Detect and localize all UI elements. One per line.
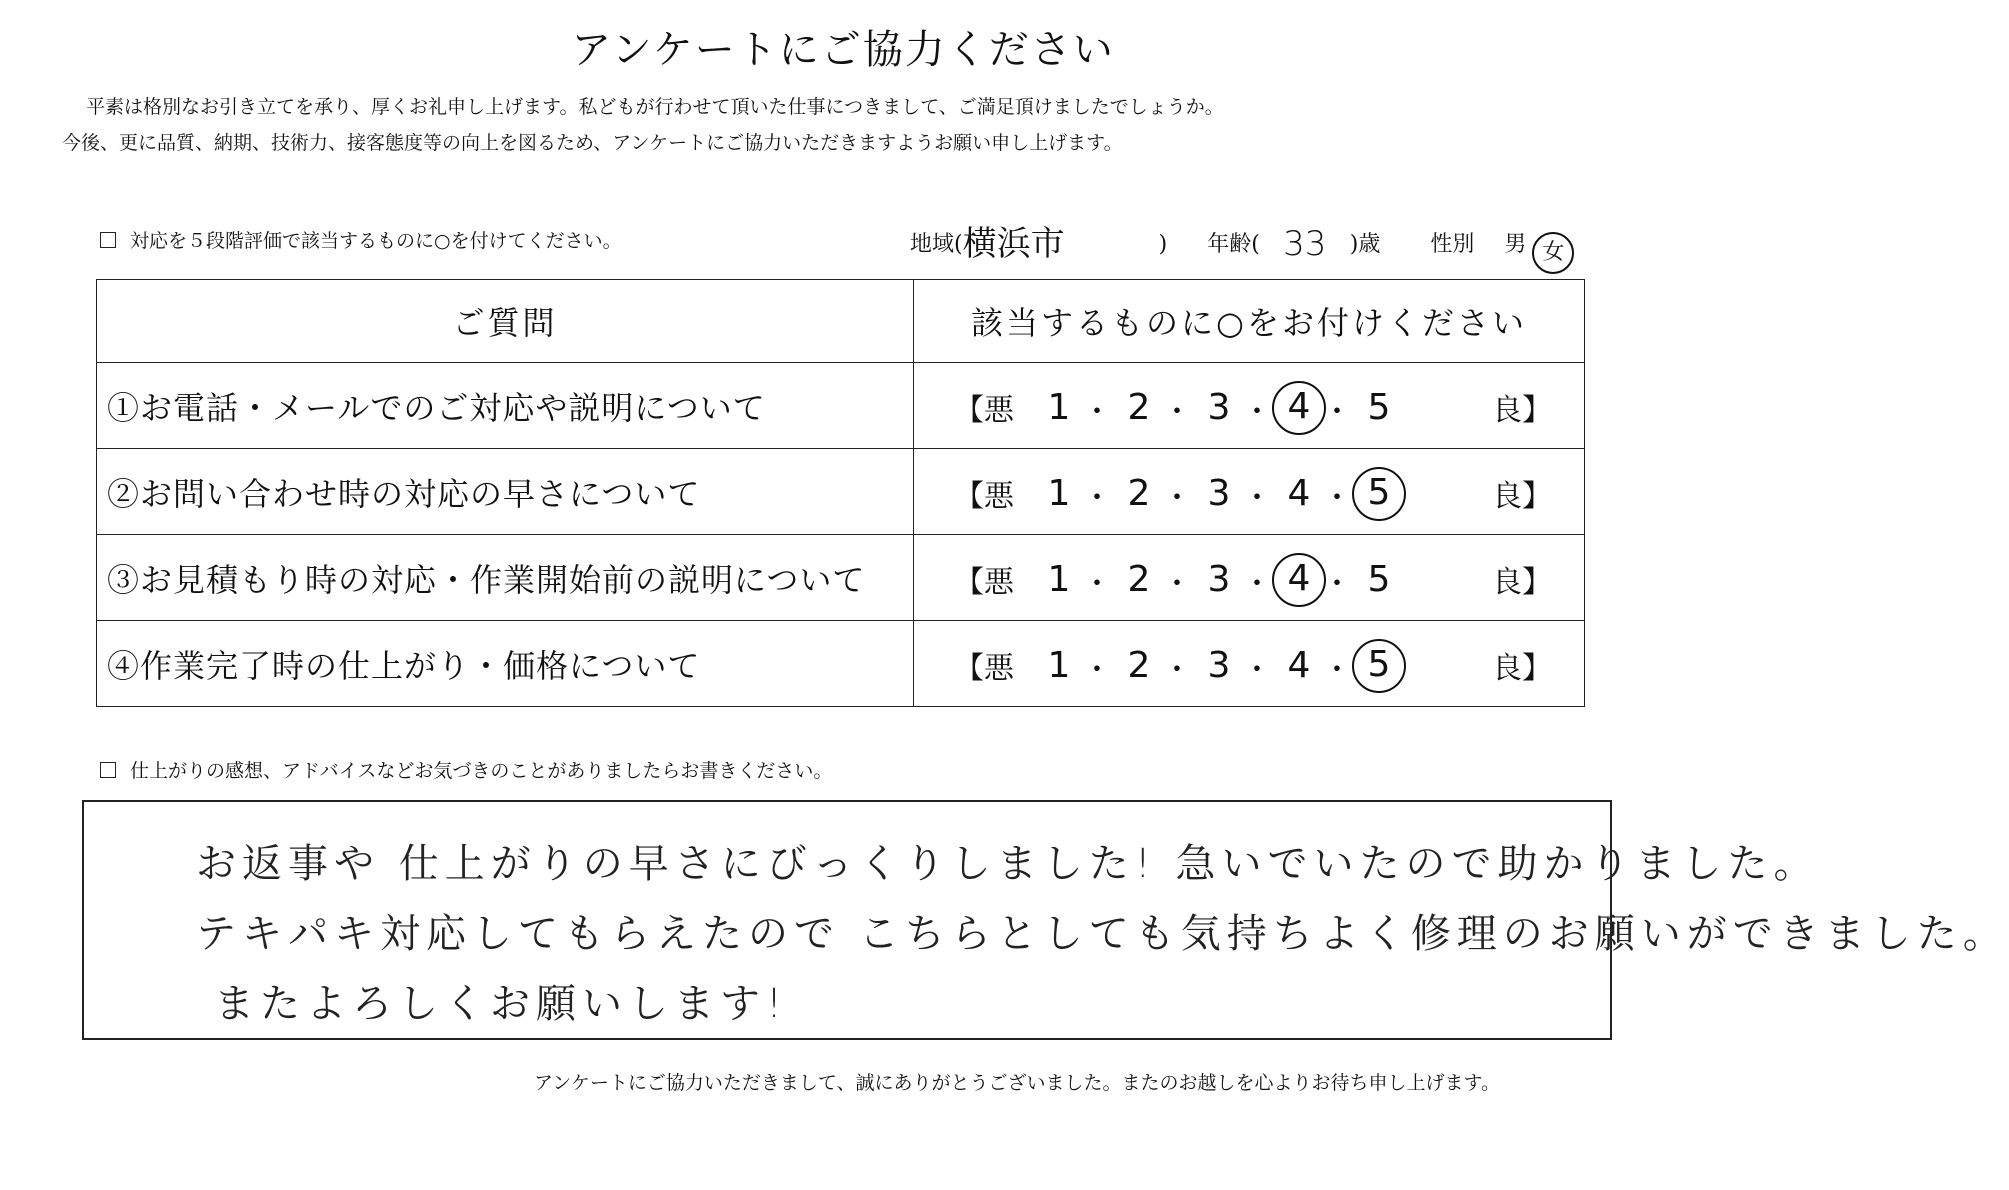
region-close: ) — [1158, 232, 1168, 257]
rating-option[interactable]: 3 — [1207, 559, 1231, 600]
bad-label: 【悪 — [954, 565, 1014, 600]
scale-separator: ・ — [1242, 481, 1272, 516]
header-question: ご質問 — [97, 280, 914, 363]
rating-option-selected[interactable]: 5 — [1352, 467, 1406, 521]
rating-option[interactable]: 3 — [1207, 645, 1231, 686]
scale-separator: ・ — [1242, 653, 1272, 688]
header-answer: 該当するものに○をお付けください — [914, 280, 1585, 363]
rating-option[interactable]: 1 — [1047, 387, 1071, 428]
rating-option[interactable]: 3 — [1207, 473, 1231, 514]
rating-scale — [914, 449, 1585, 535]
rating-option[interactable]: 4 — [1287, 645, 1311, 686]
question-cell: ③お見積もり時の対応・作業開始前の説明について — [97, 535, 914, 621]
rating-option-selected[interactable]: 5 — [1352, 639, 1406, 693]
region-value: 横浜市 — [962, 224, 1065, 264]
rating-option[interactable]: 2 — [1127, 559, 1151, 600]
good-label: 良】 — [1492, 479, 1552, 514]
scale-separator: ・ — [1322, 395, 1352, 430]
rating-option[interactable]: 5 — [1367, 387, 1391, 428]
question-cell: ①お電話・メールでのご対応や説明について — [97, 363, 914, 449]
rating-option[interactable]: 2 — [1127, 387, 1151, 428]
scale-separator: ・ — [1242, 567, 1272, 602]
intro-line-2: 今後、更に品質、納期、技術力、接客態度等の向上を図るため、アンケートにご協力いただきますようお願い申し上げます。 — [62, 132, 1123, 154]
rating-table — [96, 279, 1585, 707]
checkbox-icon — [100, 762, 116, 778]
rating-option[interactable]: 4 — [1287, 473, 1311, 514]
gender-male: 男 — [1504, 232, 1527, 257]
respondent-info — [910, 216, 1574, 274]
rating-section-label — [100, 226, 622, 253]
rating-option[interactable]: 2 — [1127, 473, 1151, 514]
rating-option[interactable]: 2 — [1127, 645, 1151, 686]
scale-separator: ・ — [1162, 567, 1192, 602]
table-row — [97, 449, 1585, 535]
rating-option-selected[interactable]: 4 — [1272, 381, 1326, 435]
good-label: 良】 — [1492, 565, 1552, 600]
rating-option[interactable]: 1 — [1047, 645, 1071, 686]
scale-separator: ・ — [1322, 481, 1352, 516]
intro-line-1: 平素は格別なお引き立てを承り、厚くお礼申し上げます。私どもが行わせて頂いた仕事につきまして、ご満足頂けましたでしょうか。 — [86, 96, 1224, 118]
comment-section-label — [100, 756, 832, 783]
comment-line-1: お返事や 仕上がりの早さにびっくりしました! 急いでいたので助かりました。 — [196, 841, 1820, 887]
rating-scale — [914, 535, 1585, 621]
scale-separator: ・ — [1322, 653, 1352, 688]
table-row — [97, 621, 1585, 707]
table-row — [97, 535, 1585, 621]
age-label: 年齢( — [1207, 232, 1260, 257]
scale-separator: ・ — [1242, 395, 1272, 430]
table-header-row — [97, 280, 1585, 363]
rating-option[interactable]: 5 — [1367, 559, 1391, 600]
good-label: 良】 — [1492, 393, 1552, 428]
question-cell: ②お問い合わせ時の対応の早さについて — [97, 449, 914, 535]
rating-option[interactable]: 3 — [1207, 387, 1231, 428]
scale-separator: ・ — [1162, 653, 1192, 688]
scale-separator: ・ — [1162, 481, 1192, 516]
scale-separator: ・ — [1322, 567, 1352, 602]
rating-option-selected[interactable]: 4 — [1272, 553, 1326, 607]
scale-separator: ・ — [1162, 395, 1192, 430]
scale-separator: ・ — [1082, 481, 1112, 516]
rating-option[interactable]: 1 — [1047, 473, 1071, 514]
checkbox-icon — [100, 232, 116, 248]
question-cell: ④作業完了時の仕上がり・価格について — [97, 621, 914, 707]
comment-line-2: テキパキ対応してもらえたので こちらとしても気持ちよく修理のお願いができました。 — [196, 911, 2009, 957]
rating-section-text: 対応を５段階評価で該当するものに○を付けてください。 — [130, 230, 622, 252]
region-label: 地域( — [910, 232, 963, 257]
comment-section-text: 仕上がりの感想、アドバイスなどお気づきのことがありましたらお書きください。 — [130, 760, 833, 782]
closing-message: アンケートにご協力いただきまして、誠にありがとうございました。またのお越しを心よりお待ち申し上げます。 — [534, 1072, 1500, 1094]
rating-option[interactable]: 1 — [1047, 559, 1071, 600]
rating-scale — [914, 363, 1585, 449]
bad-label: 【悪 — [954, 479, 1014, 514]
bad-label: 【悪 — [954, 651, 1014, 686]
table-row — [97, 363, 1585, 449]
scale-separator: ・ — [1082, 567, 1112, 602]
bad-label: 【悪 — [954, 393, 1014, 428]
scale-separator: ・ — [1082, 653, 1112, 688]
gender-female-selected: 女 — [1532, 232, 1574, 274]
good-label: 良】 — [1492, 651, 1552, 686]
age-value: 33 — [1283, 224, 1327, 264]
gender-label: 性別 — [1430, 232, 1475, 257]
page-title: アンケートにご協力ください — [571, 27, 1115, 73]
rating-scale — [914, 621, 1585, 707]
comment-line-3: またよろしくお願いします! — [214, 981, 789, 1027]
scale-separator: ・ — [1082, 395, 1112, 430]
comment-box — [82, 800, 2009, 1040]
age-close: )歳 — [1349, 232, 1381, 257]
